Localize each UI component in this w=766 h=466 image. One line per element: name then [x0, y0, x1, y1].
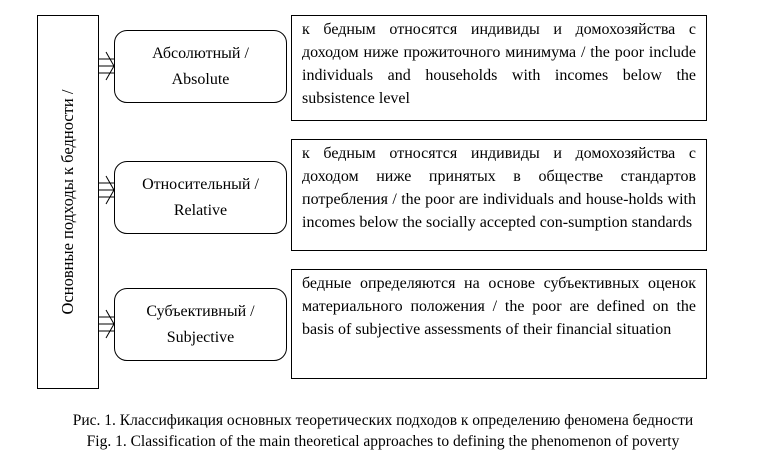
root-approaches-label: Основные подходы к бедности /	[58, 89, 77, 315]
approach-absolute-description: к бедным относятся индивиды и домохозяйства с доходом ниже прожиточного минимума / the poor include individuals and households with incomes below the subsistence level	[291, 15, 707, 121]
approach-subjective-description: бедные определяются на основе субъективных оценок материального положения / the poor are defined on the basis of subjective assessments of their financial situation	[291, 269, 707, 379]
approach-relative-box	[114, 161, 287, 234]
approach-relative-name-ru: Относительный /	[142, 175, 259, 193]
arrow-absolute	[99, 52, 114, 80]
approach-relative-description: к бедным относятся индивиды и домохозяйства с доходом ниже принятых в обществе стандартов потребления / the poor are individuals and house-holds with incomes below the socially accepted con-sumption standards	[291, 139, 707, 251]
figure-caption-en: Fig. 1. Classification of the main theoretical approaches to defining the phenomenon of poverty	[86, 433, 680, 450]
arrow-relative	[99, 176, 114, 204]
arrow-subjective	[99, 310, 114, 338]
figure-caption-ru: Рис. 1. Классификация основных теоретических подходов к определению феномена бедности	[72, 412, 694, 429]
approach-subjective-name-ru: Субъективный /	[146, 302, 255, 320]
approach-subjective-name-en: Subjective	[166, 328, 235, 346]
approach-absolute-name-en: Absolute	[171, 70, 230, 88]
approach-absolute-box	[114, 30, 287, 103]
approach-relative-name-en: Relative	[173, 201, 228, 219]
approach-subjective-box	[114, 288, 287, 361]
approach-absolute-name-ru: Абсолютный /	[152, 44, 249, 62]
